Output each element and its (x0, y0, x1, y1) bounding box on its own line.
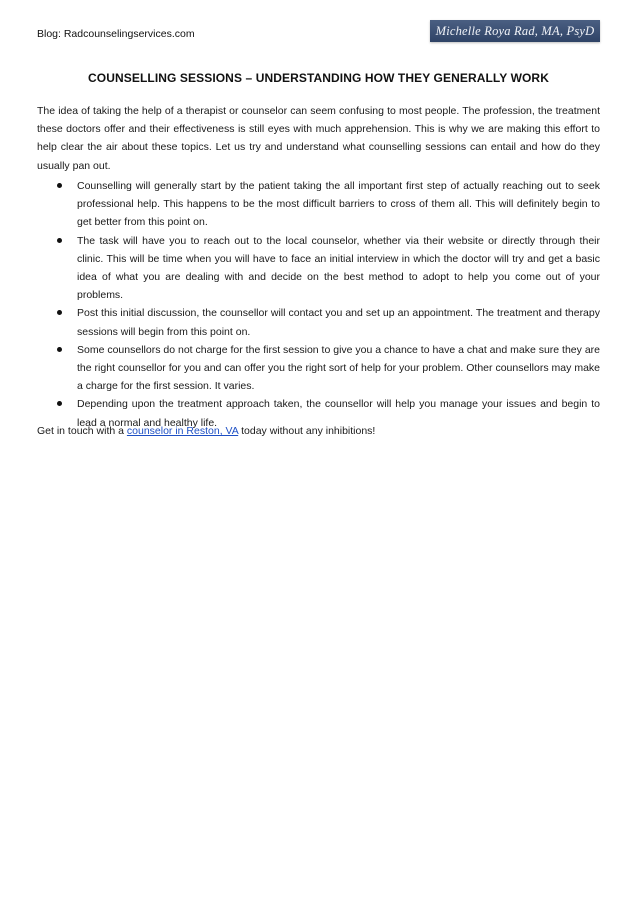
author-logo (430, 20, 600, 42)
bullet-icon (57, 238, 62, 243)
bullet-icon (57, 347, 62, 352)
page-header (37, 23, 600, 46)
closing-paragraph (37, 422, 600, 440)
counselor-link[interactable]: counselor in Reston, VA (126, 425, 239, 437)
logo-text: Michelle Roya Rad, MA, PsyD (435, 23, 595, 38)
blog-label: Blog: Radcounselingservices.com (37, 28, 195, 40)
closing-suffix: today without any inhibitions! (238, 425, 376, 437)
bullet-icon (57, 183, 62, 188)
bullet-icon (57, 310, 62, 315)
list-item (37, 304, 600, 340)
list-item-text: Some counsellors do not charge for the first session to give you a chance to have a chat and make sure they are the right counsellor for you and can offer you the right sort of help for your problem. Other counsellors may make a charge for the first session. It varies. (77, 343, 600, 393)
page-title: COUNSELLING SESSIONS – UNDERSTANDING HOW THEY GENERALLY WORK (88, 71, 549, 85)
list-item-text: Counselling will generally start by the patient taking the all important first step of actually reaching out to seek professional help. This happens to be the most difficult barriers to cross of them all. This will definitely begin to get better from this point on. (77, 180, 600, 229)
list-item (37, 341, 600, 396)
bullet-list (37, 177, 600, 432)
list-item (37, 232, 600, 305)
list-item-text: The task will have you to reach out to the local counselor, whether via their website or directly through their clinic. This will be time when you will have to face an initial interview in which the doctor will try and get a basic idea of what you are dealing with and decide on the best method to adopt to help you come out of your problems. (77, 234, 600, 302)
bullet-icon (57, 401, 62, 406)
list-item (37, 177, 600, 232)
list-item-text: Post this initial discussion, the counsellor will contact you and set up an appointment. The treatment and therapy sessions will begin from this point on. (77, 307, 600, 338)
list-item-text: Depending upon the treatment approach taken, the counsellor will help you manage your issues and begin to lead a normal and healthy life. (77, 398, 600, 429)
intro-paragraph: The idea of taking the help of a therapist or counselor can seem confusing to most people. The profession, the treatment these doctors offer and their effectiveness is still eyes with much apprehension. This is why we are making this effort to help clear the air about these topics. Let us try and understand what counselling sessions can entail and how do they usually pan out. (37, 105, 600, 172)
closing-prefix: Get in touch with a (37, 425, 127, 437)
